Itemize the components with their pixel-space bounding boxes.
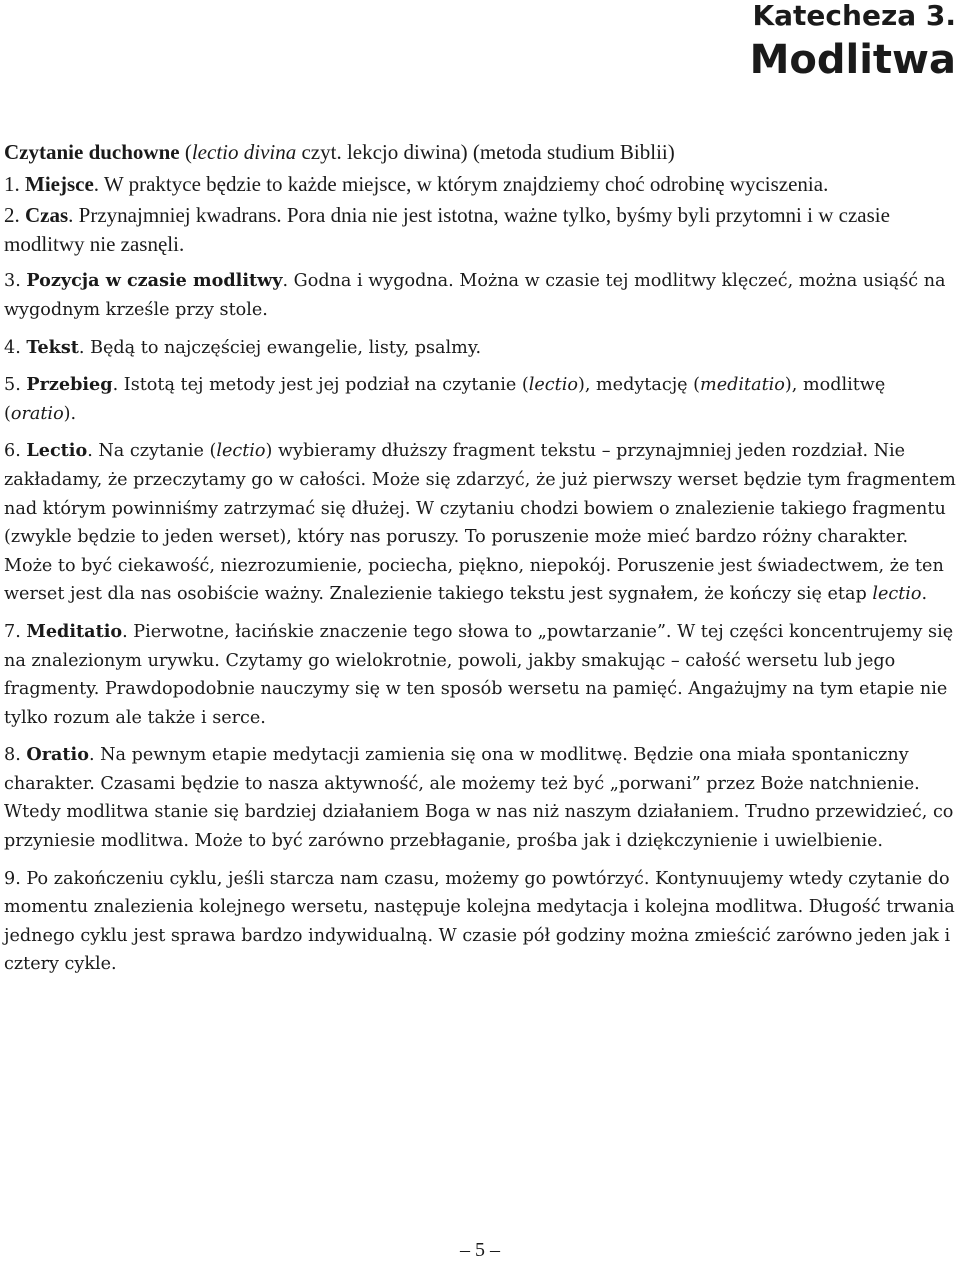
list-item: [4, 170, 956, 199]
item-term: Przebieg: [26, 374, 113, 396]
title-line-2: Modlitwa: [749, 37, 956, 83]
item-text: ) wybieramy dłuższy fragment tekstu – przynajmniej jeden rozdział. Nie zakładamy, że przeczytamy go w całości. Może się zdarzyć, że już pierwszy werset będzie tym fragmentem nad którym powinniśmy zatrzymać się dłużej. W czytaniu chodzi bowiem o znalezienie takiego fragmentu (zwykle będzie to jeden werset), który nas poruszy. To poruszenie może mieć bardzo różny charakter. Może to być ciekawość, niezrozumienie, pociecha, piękno, niepokój. Poruszenie jest świadectwem, że ten werset jest dla nas osobiście ważny. Znalezienie takiego tekstu jest sygnałem, że kończy się etap: [4, 441, 956, 605]
item-term: Oratio: [26, 744, 89, 766]
item-text: .: [921, 584, 928, 605]
item-term: Czas: [25, 203, 69, 228]
item-number: 2.: [4, 203, 25, 228]
item-italic: oratio: [10, 403, 64, 424]
list-item: [4, 437, 956, 609]
list-item: [4, 865, 956, 979]
intro-paragraph: [4, 138, 956, 167]
page-number: – 5 –: [460, 1239, 500, 1261]
list-item: [4, 371, 956, 428]
title-line-1: Katecheza 3.: [752, 0, 956, 32]
item-text: 9. Po zakończeniu cyklu, jeśli starcza nam czasu, możemy go powtórzyć. Kontynuujemy wtedy czytanie do momentu znalezienia kolejnego wersetu, następuje kolejna medytacja i kolejna modlitwa. Długość trwania jednego cyklu jest sprawa bardzo indywidualną. W czasie pół godziny można zmieścić zarówno jeden jak i cztery cykle.: [4, 868, 955, 975]
item-text: ), modlitwę (: [4, 375, 886, 424]
item-number: 1.: [4, 171, 25, 196]
intro-term: Czytanie duchowne: [4, 140, 180, 164]
item-italic: meditatio: [700, 375, 785, 396]
item-number: 4.: [4, 337, 27, 358]
item-number: 6.: [4, 441, 27, 462]
item-text: . Pierwotne, łacińskie znaczenie tego słowa to „powtarzanie”. W tej części koncentrujemy się na znalezionym urywku. Czytamy go wielokrotnie, powoli, jakby smakując – całość wersetu lub jego fragmenty. Prawdopodobnie nauczymy się w ten sposób wersetu na pamięć. Angażujmy na tym etapie nie tylko rozum ale także i serce.: [4, 621, 954, 728]
item-text: . Godna i wygodna. Można w czasie tej modlitwy klęczeć, można usiąść na wygodnym krześle przy stole.: [4, 271, 946, 320]
list-item: [4, 741, 956, 855]
item-number: 8.: [4, 745, 27, 766]
item-term: Meditatio: [26, 620, 123, 642]
list-item: [4, 334, 956, 363]
item-text: . Na pewnym etapie medytacji zamienia się ona w modlitwę. Będzie ona miała spontaniczny charakter. Czasami będzie to nasza aktywność, ale możemy też być „porwani” przez Boże natchnienie. Wtedy modlitwa stanie się bardziej działaniem Boga w nas niż naszym działaniem. Trudno przewidzieć, co przyniesie modlitwa. Może to być zarówno przebłaganie, prośba jak i dziękczynienie i uwielbienie.: [4, 745, 954, 852]
item-italic: lectio: [216, 441, 266, 462]
item-number: 7.: [4, 621, 27, 642]
item-italic: lectio: [528, 375, 578, 396]
item-number: 3.: [4, 271, 27, 292]
intro-text: (: [179, 140, 192, 164]
item-term: Tekst: [26, 336, 79, 358]
item-text: . W praktyce będzie to każde miejsce, w którym znajdziemy choć odrobinę wyciszenia.: [93, 171, 829, 196]
item-term: Miejsce: [25, 171, 94, 196]
item-text: . Na czytanie (: [87, 441, 217, 462]
list-item: [4, 201, 956, 258]
document-body: [4, 138, 956, 988]
page-title: [750, 0, 956, 84]
item-text: ).: [63, 403, 77, 424]
intro-italic: lectio divina: [191, 140, 297, 164]
item-term: Lectio: [26, 440, 88, 462]
list-item: [4, 618, 956, 732]
item-text: ), medytację (: [577, 375, 701, 396]
item-italic: lectio: [872, 584, 922, 605]
list-item: [4, 267, 956, 324]
item-text: . Będą to najczęściej ewangelie, listy, psalmy.: [78, 337, 482, 358]
item-term: Pozycja w czasie modlitwy: [26, 270, 283, 292]
intro-text: czyt. lekcjo diwina) (metoda studium Biblii): [296, 140, 675, 164]
item-number: 5.: [4, 375, 27, 396]
item-text: . Przynajmniej kwadrans. Pora dnia nie jest istotna, ważne tylko, byśmy byli przytomni i w czasie modlitwy nie zasnęli.: [4, 203, 890, 256]
item-text: . Istotą tej metody jest jej podział na czytanie (: [112, 375, 529, 396]
